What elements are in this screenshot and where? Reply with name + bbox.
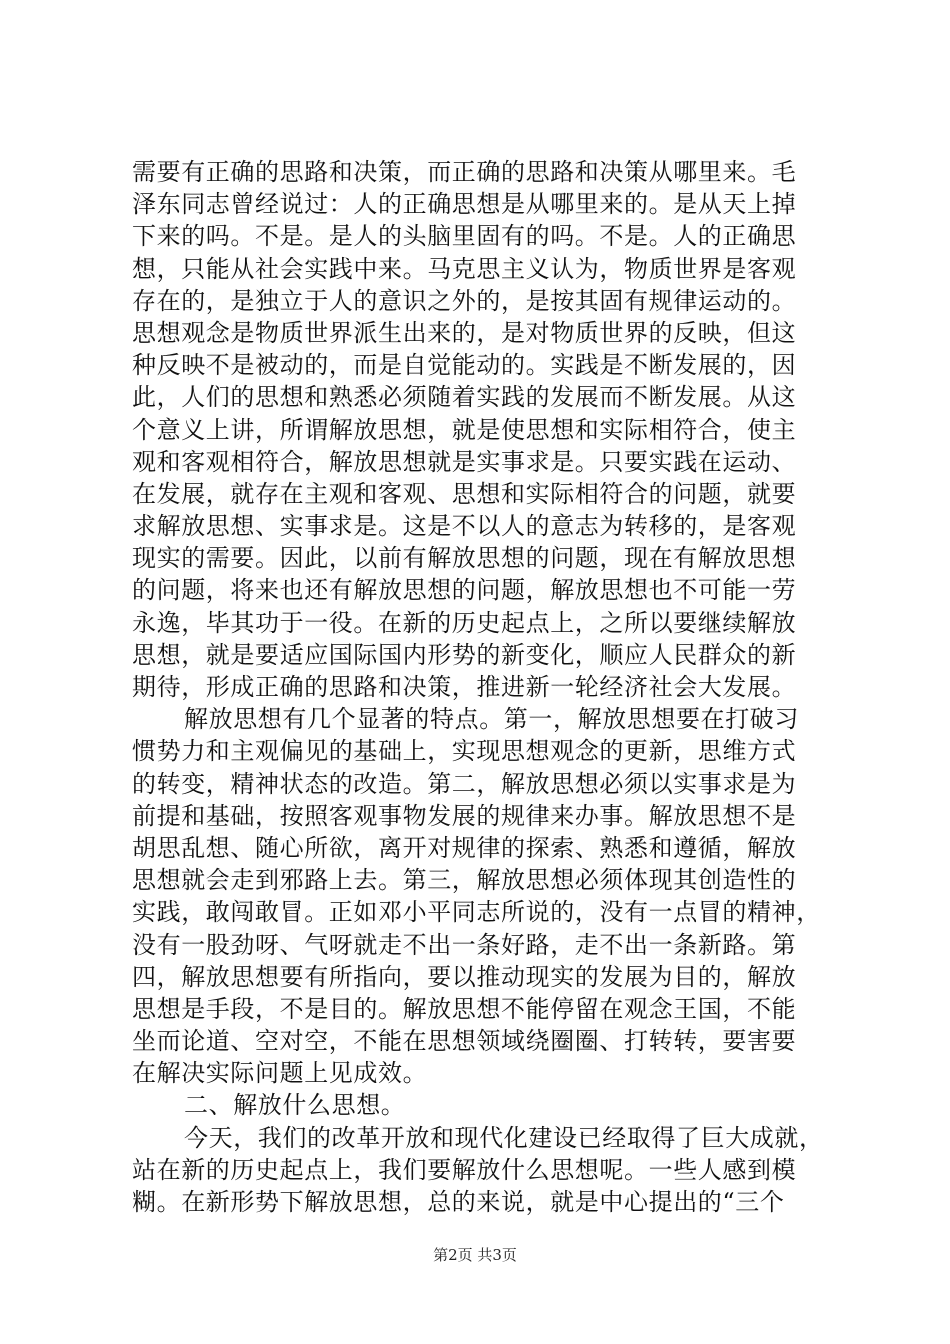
text-line: 在解决实际问题上见成效。 bbox=[132, 1059, 428, 1088]
text-line: 胡思乱想、随心所欲，离开对规律的探索、熟悉和遵循，解放 bbox=[132, 833, 797, 862]
text-line: 存在的，是独立于人的意识之外的，是按其固有规律运动的。 bbox=[132, 286, 797, 315]
text-line: 求解放思想、实事求是。这是不以人的意志为转移的，是客观 bbox=[132, 512, 797, 541]
text-line: 在发展，就存在主观和客观、思想和实际相符合的问题，就要 bbox=[132, 479, 797, 508]
text-line: 思想就会走到邪路上去。第三，解放思想必须体现其创造性的 bbox=[132, 866, 797, 895]
text-line: 站在新的历史起点上，我们要解放什么思想呢。一些人感到模 bbox=[132, 1155, 797, 1184]
text-line: 观和客观相符合，解放思想就是实事求是。只要实践在运动、 bbox=[132, 447, 797, 476]
paragraph-2 bbox=[132, 703, 832, 1089]
text-line: 的问题，将来也还有解放思想的问题，解放思想也不可能一劳 bbox=[132, 576, 797, 605]
section-heading bbox=[132, 1089, 832, 1121]
text-line: 四，解放思想要有所指向，要以推动现实的发展为目的，解放 bbox=[132, 962, 797, 991]
text-line: 今天，我们的改革开放和现代化建设已经取得了巨大成就， bbox=[184, 1123, 824, 1152]
heading-text: 二、解放什么思想。 bbox=[184, 1091, 406, 1120]
page-number-footer: 第2页 共3页 bbox=[433, 1246, 517, 1264]
text-line: 永逸，毕其功于一役。在新的历史起点上，之所以要继续解放 bbox=[132, 608, 797, 637]
text-line: 惯势力和主观偏见的基础上，实现思想观念的更新，思维方式 bbox=[132, 737, 797, 766]
paragraph-1 bbox=[132, 156, 832, 703]
paragraph-3 bbox=[132, 1122, 832, 1219]
text-line: 此，人们的思想和熟悉必须随着实践的发展而不断发展。从这 bbox=[132, 383, 797, 412]
text-line: 种反映不是被动的，而是自觉能动的。实践是不断发展的，因 bbox=[132, 351, 797, 380]
document-body bbox=[132, 156, 832, 1218]
text-line: 泽东同志曾经说过：人的正确思想是从哪里来的。是从天上掉 bbox=[132, 190, 797, 219]
text-line: 思想观念是物质世界派生出来的，是对物质世界的反映，但这 bbox=[132, 318, 797, 347]
text-line: 实践，敢闯敢冒。正如邓小平同志所说的，没有一点冒的精神， bbox=[132, 898, 821, 927]
text-line: 糊。在新形势下解放思想，总的来说，就是中心提出的“三个 bbox=[132, 1188, 785, 1216]
text-line: 需要有正确的思路和决策，而正确的思路和决策从哪里来。毛 bbox=[132, 158, 797, 186]
text-line: 坐而论道、空对空，不能在思想领域绕圈圈、打转转，要害要 bbox=[132, 1027, 797, 1056]
text-line: 思想，就是要适应国际国内形势的新变化，顺应人民群众的新 bbox=[132, 640, 797, 669]
text-line: 的转变，精神状态的改造。第二，解放思想必须以实事求是为 bbox=[132, 769, 797, 798]
text-line: 个意义上讲，所谓解放思想，就是使思想和实际相符合，使主 bbox=[132, 415, 797, 444]
text-line: 现实的需要。因此，以前有解放思想的问题，现在有解放思想 bbox=[132, 544, 797, 573]
text-line: 想，只能从社会实践中来。马克思主义认为，物质世界是客观 bbox=[132, 254, 797, 283]
text-line: 期待，形成正确的思路和决策，推进新一轮经济社会大发展。 bbox=[132, 673, 797, 701]
text-line: 解放思想有几个显著的特点。第一，解放思想要在打破习 bbox=[184, 705, 799, 734]
text-line: 前提和基础，按照客观事物发展的规律来办事。解放思想不是 bbox=[132, 801, 797, 830]
text-line: 没有一股劲呀、气呀就走不出一条好路，走不出一条新路。第 bbox=[132, 930, 797, 959]
text-line: 思想是手段，不是目的。解放思想不能停留在观念王国，不能 bbox=[132, 994, 797, 1023]
text-line: 下来的吗。不是。是人的头脑里固有的吗。不是。人的正确思 bbox=[132, 222, 797, 251]
